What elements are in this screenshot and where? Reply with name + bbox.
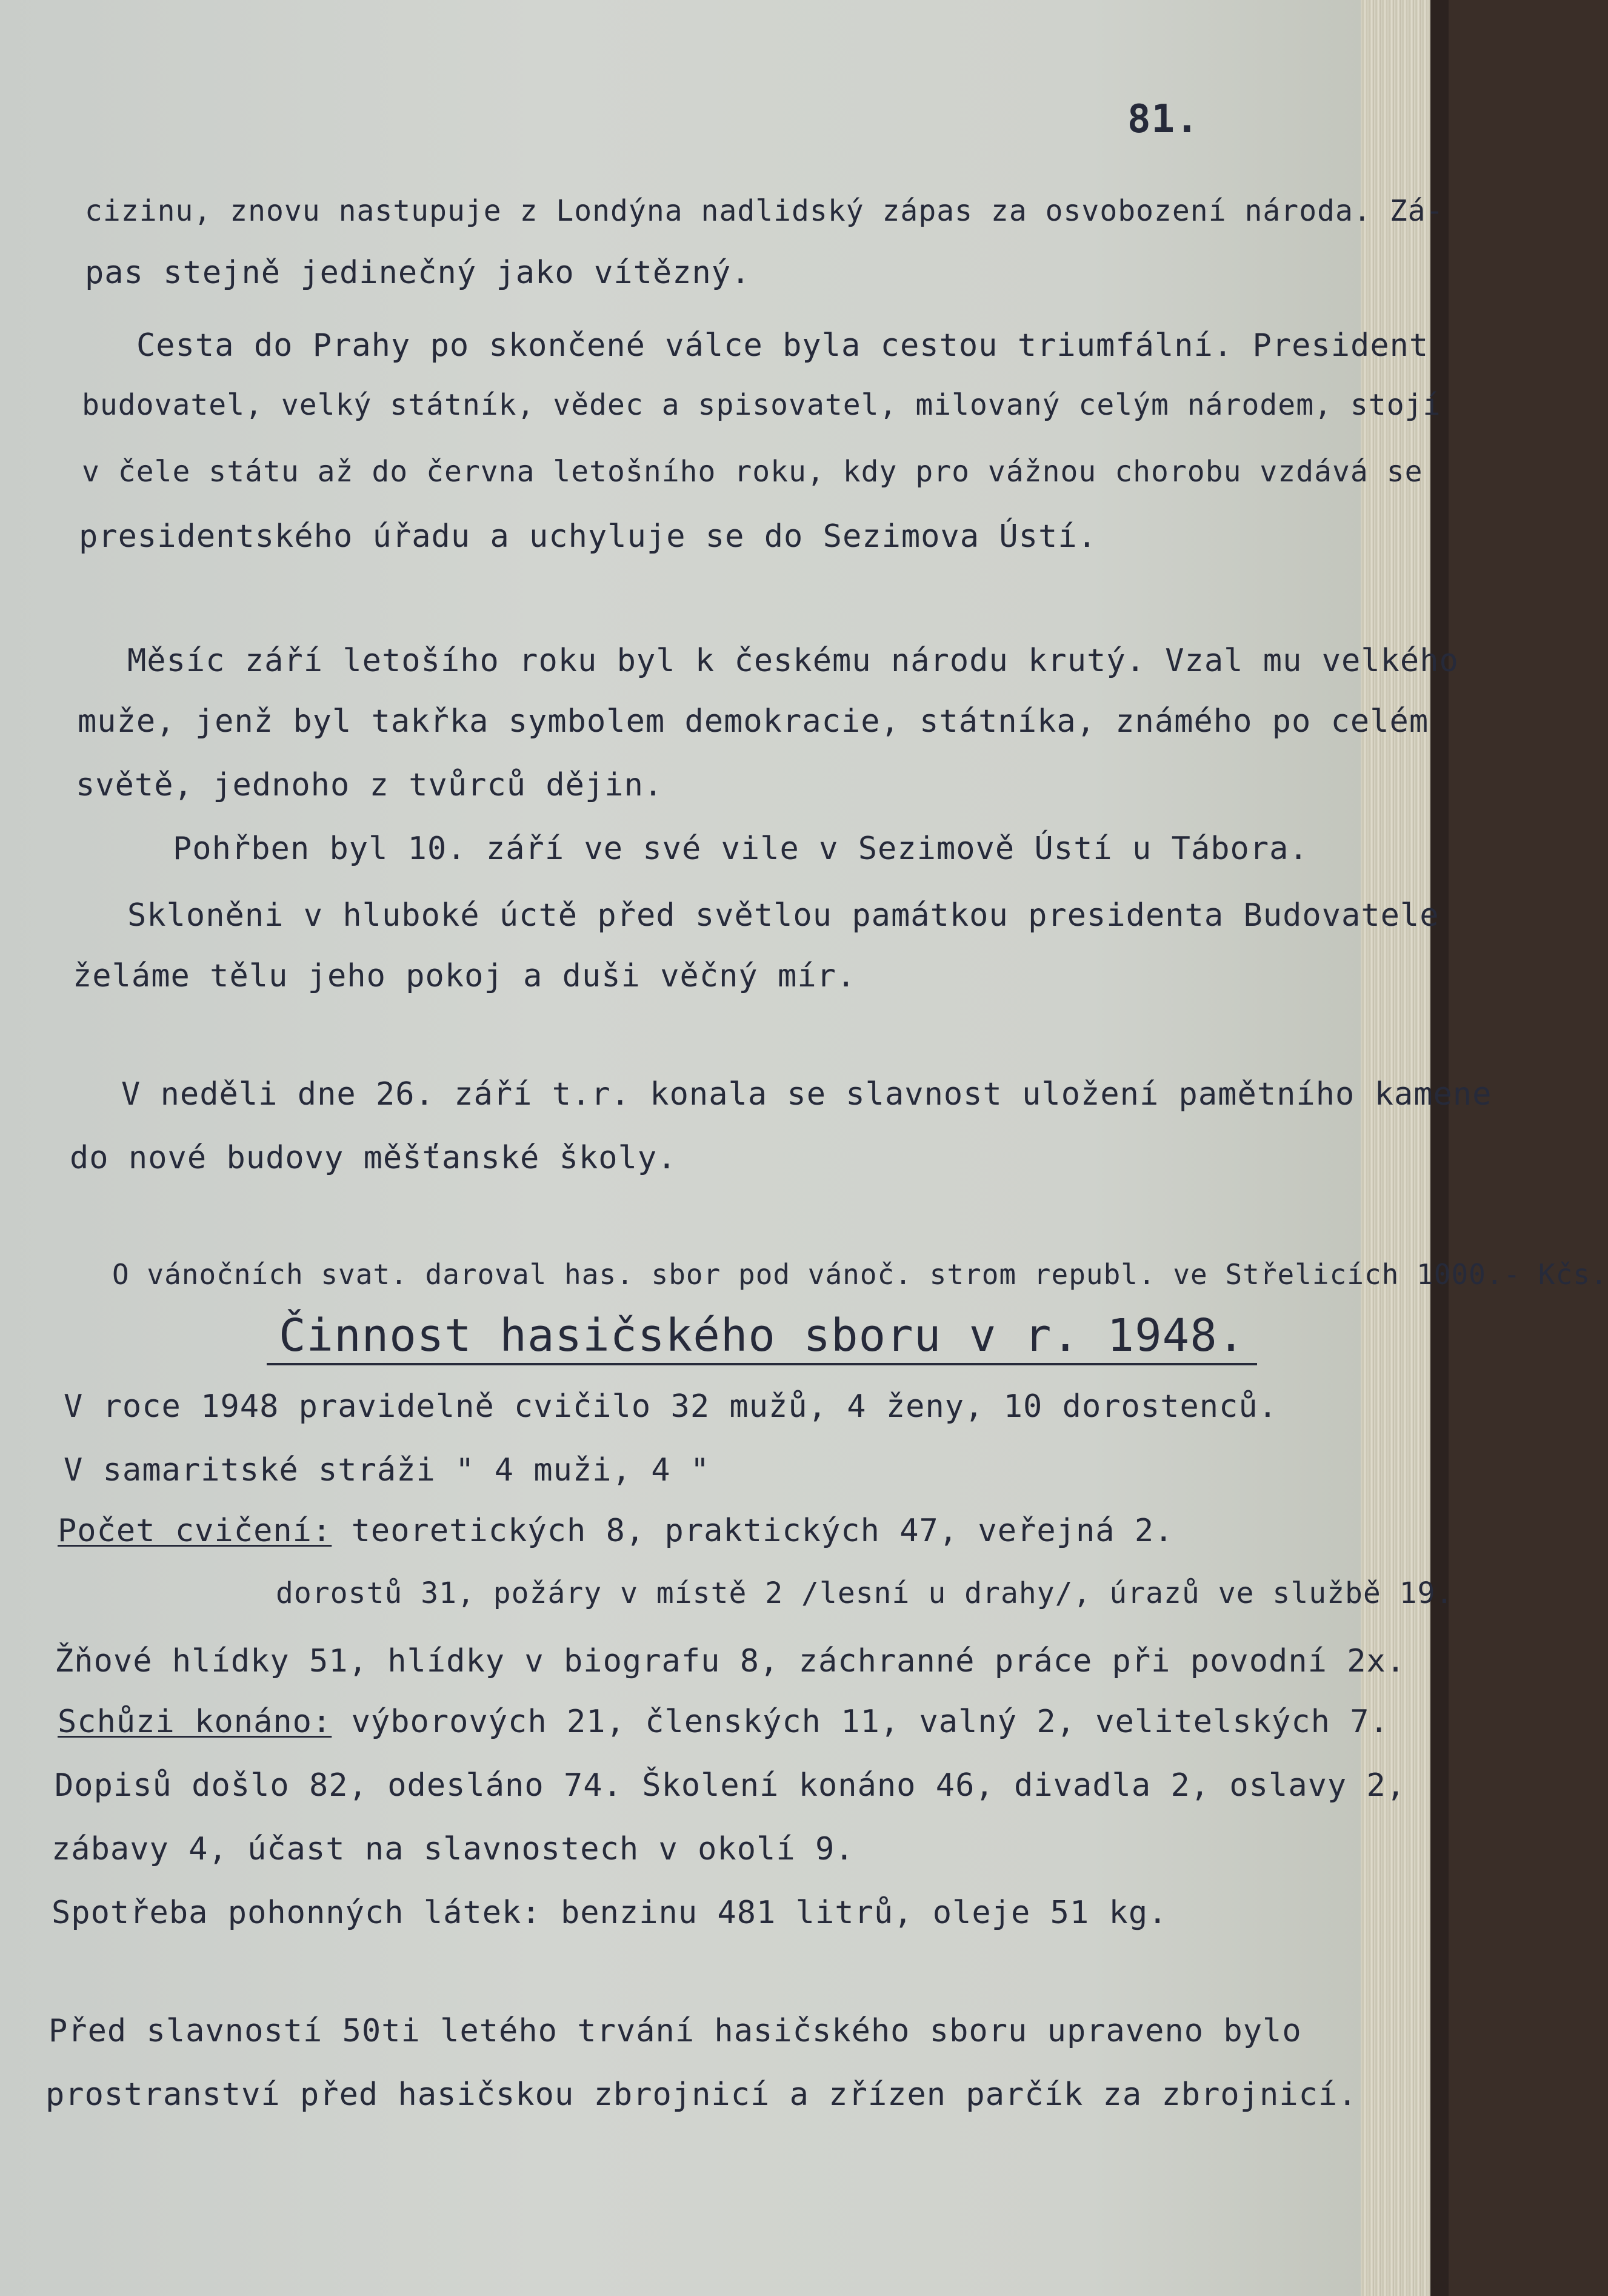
text-line: V neděli dne 26. září t.r. konala se slavnost uložení pamětního kamene [121, 1076, 1492, 1113]
text-line: Cesta do Prahy po skončené válce byla cestou triumfální. President [136, 327, 1429, 364]
text-line: V samaritské stráži " 4 muži, 4 " [64, 1452, 710, 1488]
page-number: 81. [1127, 97, 1199, 142]
text-line: prostranství před hasičskou zbrojnicí a zřízen parčík za zbrojnicí. [45, 2077, 1358, 2113]
text-line: do nové budovy měšťanské školy. [70, 1140, 677, 1176]
text-line: Dopisů došlo 82, odesláno 74. Školení konáno 46, divadla 2, oslavy 2, [55, 1767, 1406, 1804]
text-line: Skloněni v hluboké úctě před světlou památkou presidenta Budovatele [127, 897, 1440, 934]
text-line: zábavy 4, účast na slavnostech v okolí 9. [52, 1831, 855, 1867]
text-line: presidentského úřadu a uchyluje se do Sezimova Ústí. [79, 518, 1097, 555]
text-line: Žňové hlídky 51, hlídky v biografu 8, záchranné práce při povodní 2x. [55, 1643, 1406, 1679]
book-cover-edge [1430, 0, 1449, 2296]
text-line [58, 1513, 1173, 1549]
section-heading: Činnost hasičského sboru v r. 1948. [267, 1310, 1257, 1365]
text-line: Spotřeba pohonných látek: benzinu 481 litrů, oleje 51 kg. [52, 1895, 1168, 1931]
text-line: světě, jednoho z tvůrců dějin. [76, 767, 664, 803]
text-line: Před slavností 50ti letého trvání hasičského sboru upraveno bylo [48, 2013, 1302, 2049]
text-line: muže, jenž byl takřka symbolem demokracie, státníka, známého po celém [78, 703, 1429, 740]
text-line: pas stejně jedinečný jako vítězný. [85, 255, 751, 291]
text-line: budovatel, velký státník, vědec a spisovatel, milovaný celým národem, stojí [82, 388, 1441, 422]
text-line-rest: teoretických 8, praktických 47, veřejná 2. [332, 1513, 1174, 1549]
text-line: v čele státu až do června letošního roku, kdy pro vážnou chorobu vzdává se [82, 455, 1423, 489]
text-line: O vánočních svat. daroval has. sbor pod vánoč. strom republ. ve Střelicích 1000.- Kčs. [112, 1258, 1608, 1291]
text-line: dorostů 31, požáry v místě 2 /lesní u drahy/, úrazů ve službě 19. [276, 1576, 1454, 1610]
text-line-rest: výborových 21, členských 11, valný 2, velitelských 7. [332, 1704, 1389, 1740]
text-line: želáme tělu jeho pokoj a duši věčný mír. [73, 958, 856, 994]
text-line: Měsíc září letošího roku byl k českému národu krutý. Vzal mu velkého [127, 643, 1459, 679]
text-line: Pohřben byl 10. září ve své vile v Sezimově Ústí u Tábora. [173, 831, 1309, 867]
underlined-label: Schůzi konáno: [58, 1704, 332, 1740]
underlined-label: Počet cvičení: [58, 1513, 332, 1549]
text-line [58, 1704, 1389, 1740]
text-line: V roce 1948 pravidelně cvičilo 32 mužů, 4 ženy, 10 dorostenců. [64, 1388, 1278, 1425]
text-line: cizinu, znovu nastupuje z Londýna nadlidský zápas za osvobození národa. Zá- [85, 194, 1444, 228]
